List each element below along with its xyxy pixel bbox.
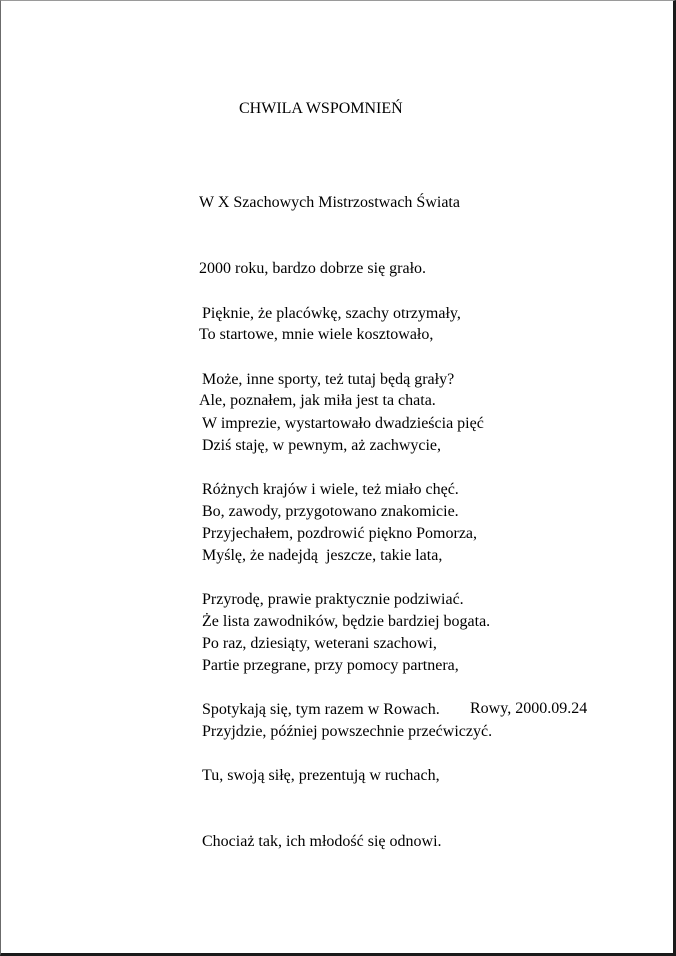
poem-line: Dziś staję, w pewnym, aż zachwycie, — [202, 437, 442, 454]
poem-line: Spotykają się, tym razem w Rowach. — [202, 701, 440, 718]
poem-line: Pięknie, że placówkę, szachy otrzymały, — [202, 305, 461, 322]
poem-line: Przyjdzie, później powszechnie przećwiczyć. — [202, 723, 493, 740]
poem-line: 2000 roku, bardzo dobrze się grało. — [199, 260, 427, 277]
poem-line: Tu, swoją siłę, prezentują w ruchach, — [202, 767, 440, 784]
poem-line: To startowe, mnie wiele kosztowało, — [199, 326, 434, 343]
poem-title-row — [1, 82, 673, 136]
poem-line: Partie przegrane, przy pomocy partnera, — [202, 657, 459, 674]
poem-line: Różnych krajów i wiele, też miało chęć. — [202, 481, 459, 498]
place-and-date: Rowy, 2000.09.24 — [470, 700, 588, 717]
poem-line: Po raz, dziesiąty, weterani szachowi, — [202, 635, 437, 652]
poem-line: W X Szachowych Mistrzostwach Świata — [199, 194, 460, 211]
poem-line: Chociaż tak, ich młodość się odnowi. — [202, 833, 442, 850]
poem-line: W imprezie, wystartowało dwadzieścia pięć — [202, 415, 484, 432]
stanza-5 — [202, 589, 442, 897]
poem-line: Ale, poznałem, jak miła jest ta chata. — [199, 392, 436, 409]
poem-title: CHWILA WSPOMNIEŃ — [239, 100, 403, 117]
poem-line: Przyrodę, prawie praktycznie podziwiać. — [202, 591, 464, 608]
poem-line: Myślę, że nadejdą jeszcze, takie lata, — [202, 547, 443, 564]
poem-line: Może, inne sporty, też tutaj będą grały? — [202, 371, 455, 388]
poem-line: Bo, zawody, przygotowano znakomicie. — [202, 503, 459, 520]
poem-line: Że lista zawodników, będzie bardziej bogata. — [202, 613, 491, 630]
poem-line: Przyjechałem, pozdrowić piękno Pomorza, — [202, 525, 478, 542]
